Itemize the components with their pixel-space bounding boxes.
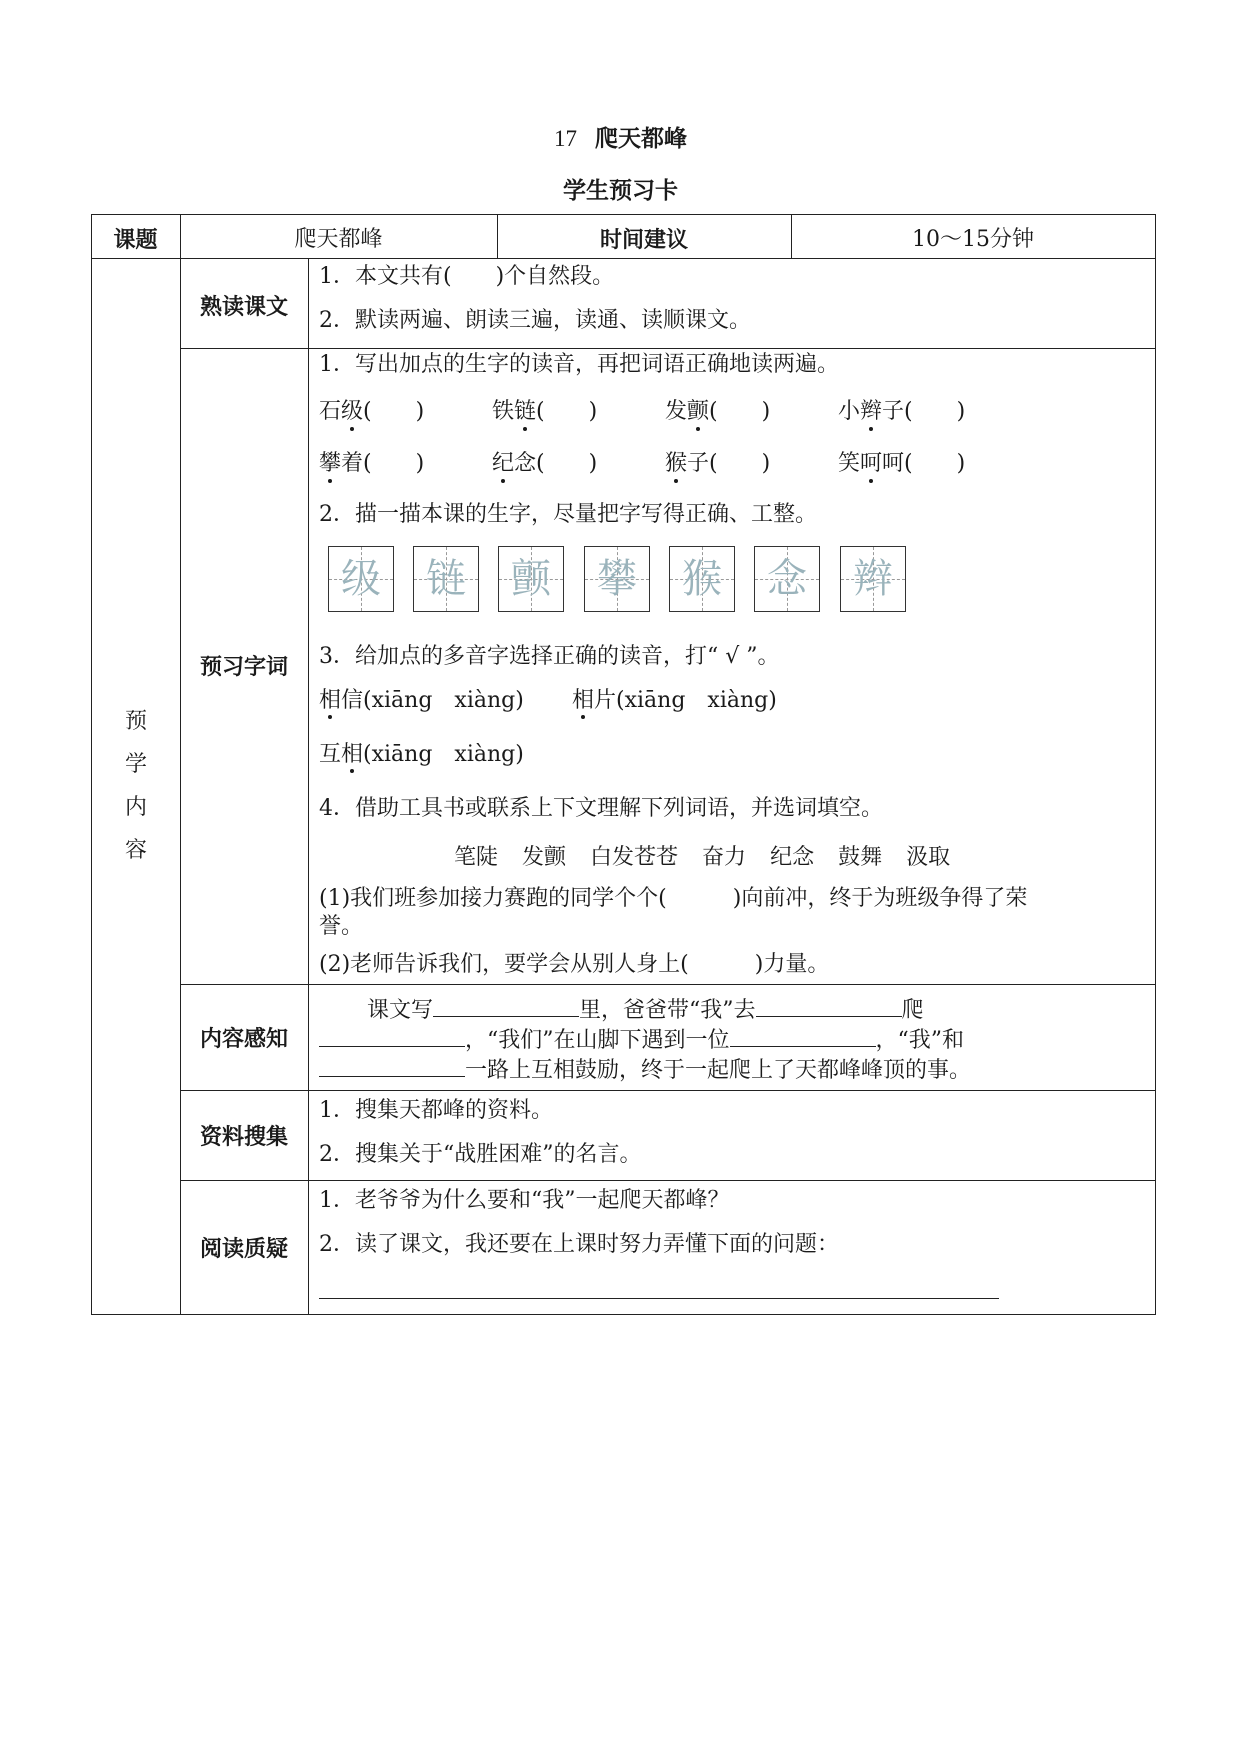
- answer-blank[interactable]: [319, 1054, 465, 1077]
- dotted-char: 链: [514, 394, 536, 425]
- dotted-char: 辫: [860, 394, 882, 425]
- trace-char: 链: [426, 556, 466, 602]
- side-char: 内: [124, 795, 147, 820]
- vocab-item: [838, 446, 965, 477]
- column-divider: [308, 258, 309, 1315]
- fill-sentence-2: (2)老师告诉我们，要学会从别人身上( )力量。: [319, 952, 830, 977]
- tracing-box[interactable]: [413, 546, 479, 612]
- table-border-bottom: [91, 1314, 1156, 1315]
- vocab-text: 铁: [492, 399, 515, 424]
- vocab-text: 小: [838, 399, 861, 424]
- vocab-blank: ( ): [536, 399, 598, 424]
- polyphone-row-1: [319, 686, 777, 716]
- row-divider: [180, 1180, 1156, 1181]
- answer-blank[interactable]: [319, 1024, 465, 1047]
- collect-line-2: 2．搜集关于“战胜困难”的名言。: [319, 1142, 642, 1167]
- dotted-char: 攀: [319, 446, 341, 477]
- preview-q3: 3．给加点的多音字选择正确的读音，打“ √ ”。: [319, 644, 780, 669]
- polyphone-options[interactable]: 信(xiāng xiàng): [341, 688, 524, 713]
- question-answer-line[interactable]: [319, 1298, 999, 1299]
- word-bank: [454, 840, 974, 871]
- dotted-char: 呵: [860, 446, 882, 477]
- side-char: 学: [124, 752, 147, 777]
- trace-char: 攀: [597, 556, 637, 602]
- vocab-blank: ( ): [363, 399, 425, 424]
- read-line-2: 2．默读两遍、朗读三遍，读通、读顺课文。: [319, 308, 751, 333]
- row-divider: [91, 258, 1156, 259]
- dotted-char: 猴: [665, 446, 687, 477]
- answer-blank[interactable]: [730, 1024, 876, 1047]
- word-bank-item: 汲取: [906, 845, 951, 870]
- preview-label: 预习字词: [199, 655, 288, 680]
- trace-char: 辫: [853, 556, 893, 602]
- lesson-number: 17: [554, 126, 577, 151]
- perceive-line-3: [319, 1054, 971, 1086]
- trace-char: 级: [341, 556, 381, 602]
- side-char: 预: [124, 709, 147, 734]
- tracing-box[interactable]: [584, 546, 650, 612]
- perceive-text: 一路上互相鼓励，终于一起爬上了天都峰峰顶的事。: [465, 1058, 972, 1083]
- tracing-box[interactable]: [669, 546, 735, 612]
- word-bank-item: 白发苍苍: [590, 845, 679, 870]
- vocab-row-1: [319, 394, 965, 425]
- polyphone-row-2: [319, 740, 524, 770]
- answer-blank[interactable]: [433, 994, 579, 1017]
- lesson-title: [0, 120, 1241, 153]
- perceive-text: 爬: [901, 998, 924, 1023]
- table-border-top: [91, 214, 1156, 215]
- dotted-char: 颤: [687, 394, 709, 425]
- word-bank-item: 鼓舞: [838, 845, 883, 870]
- vocab-item: [492, 394, 658, 425]
- question-label: 阅读质疑: [199, 1237, 288, 1262]
- dotted-char: 相: [319, 688, 342, 713]
- fill-sentence-1: (1)我们班参加接力赛跑的同学个个( )向前冲，终于为班级争得了荣: [319, 886, 1028, 911]
- tracing-box[interactable]: [754, 546, 820, 612]
- collect-label: 资料搜集: [199, 1125, 288, 1150]
- topic-value: 爬天都峰: [294, 227, 383, 252]
- polyphone-options[interactable]: (xiāng xiàng): [363, 742, 524, 767]
- dotted-char: 相: [341, 742, 364, 767]
- question-line-2: 2．读了课文，我还要在上课时努力弄懂下面的问题：: [319, 1232, 839, 1257]
- vocab-item: [492, 446, 658, 477]
- vocab-blank: 子( ): [687, 451, 771, 476]
- card-subtitle: 学生预习卡: [563, 178, 678, 204]
- read-line-1: 1．本文共有( )个自然段。: [319, 264, 615, 289]
- row-divider: [180, 984, 1156, 985]
- vocab-text: 石: [319, 399, 342, 424]
- word-bank-item: 发颤: [522, 845, 567, 870]
- row-divider: [180, 348, 1156, 349]
- answer-blank[interactable]: [756, 994, 902, 1017]
- perceive-line-2: [319, 1024, 964, 1056]
- vocab-item: [319, 394, 485, 425]
- time-label: 时间建议: [599, 228, 688, 253]
- lesson-name: 爬天都峰: [595, 126, 687, 152]
- preview-q1: 1．写出加点的生字的读音，再把词语正确地读两遍。: [319, 352, 839, 377]
- vocab-item: [838, 394, 965, 425]
- question-line-1: 1．老爷爷为什么要和“我”一起爬天都峰？: [319, 1188, 730, 1213]
- row-divider: [180, 1090, 1156, 1091]
- polyphone-text: 互: [319, 742, 342, 767]
- trace-char: 猴: [682, 556, 722, 602]
- vocab-blank: ( ): [709, 399, 771, 424]
- read-label: 熟读课文: [199, 295, 288, 320]
- vocab-blank: 着( ): [341, 451, 425, 476]
- topic-label: 课题: [113, 228, 158, 253]
- perceive-line-1: [367, 994, 924, 1026]
- perceive-label: 内容感知: [199, 1027, 288, 1052]
- vocab-item: [665, 394, 831, 425]
- polyphone-options[interactable]: 片(xiāng xiàng): [594, 688, 777, 713]
- vocab-text: 笑: [838, 451, 861, 476]
- vocab-blank: 念( ): [514, 451, 598, 476]
- side-char: 容: [124, 838, 147, 863]
- tracing-box[interactable]: [498, 546, 564, 612]
- polyphone-item: [572, 688, 777, 713]
- perceive-text: ，“我”和: [875, 1028, 964, 1053]
- perceive-text: 课文写: [367, 998, 434, 1023]
- vocab-item: [665, 446, 831, 477]
- vocab-blank: 子( ): [882, 399, 966, 424]
- tracing-box[interactable]: [328, 546, 394, 612]
- trace-char: 念: [767, 556, 807, 602]
- preview-q4: 4．借助工具书或联系上下文理解下列词语，并选词填空。: [319, 796, 883, 821]
- perceive-text: ，“我们”在山脚下遇到一位: [465, 1028, 730, 1053]
- dotted-char: 相: [572, 688, 595, 713]
- dotted-char: 纪: [492, 446, 514, 477]
- collect-line-1: 1．搜集天都峰的资料。: [319, 1098, 553, 1123]
- polyphone-item: [319, 686, 572, 716]
- word-bank-item: 笔陡: [454, 845, 499, 870]
- perceive-text: 里，爸爸带“我”去: [579, 998, 756, 1023]
- trace-char: 颤: [511, 556, 551, 602]
- table-border-right: [1155, 214, 1156, 1315]
- word-bank-item: 纪念: [770, 845, 815, 870]
- word-bank-item: 奋力: [702, 845, 747, 870]
- vocab-item: [319, 446, 485, 477]
- time-value: 10～15分钟: [912, 227, 1034, 252]
- vocab-row-2: [319, 446, 965, 477]
- preview-q2: 2．描一描本课的生字，尽量把字写得正确、工整。: [319, 502, 817, 527]
- preview-card-table: [91, 214, 1156, 1315]
- dotted-char: 级: [341, 394, 363, 425]
- fill-sentence-1-cont: 誉。: [319, 914, 364, 939]
- tracing-box[interactable]: [840, 546, 906, 612]
- vocab-text: 发: [665, 399, 688, 424]
- vocab-blank: 呵( ): [882, 451, 966, 476]
